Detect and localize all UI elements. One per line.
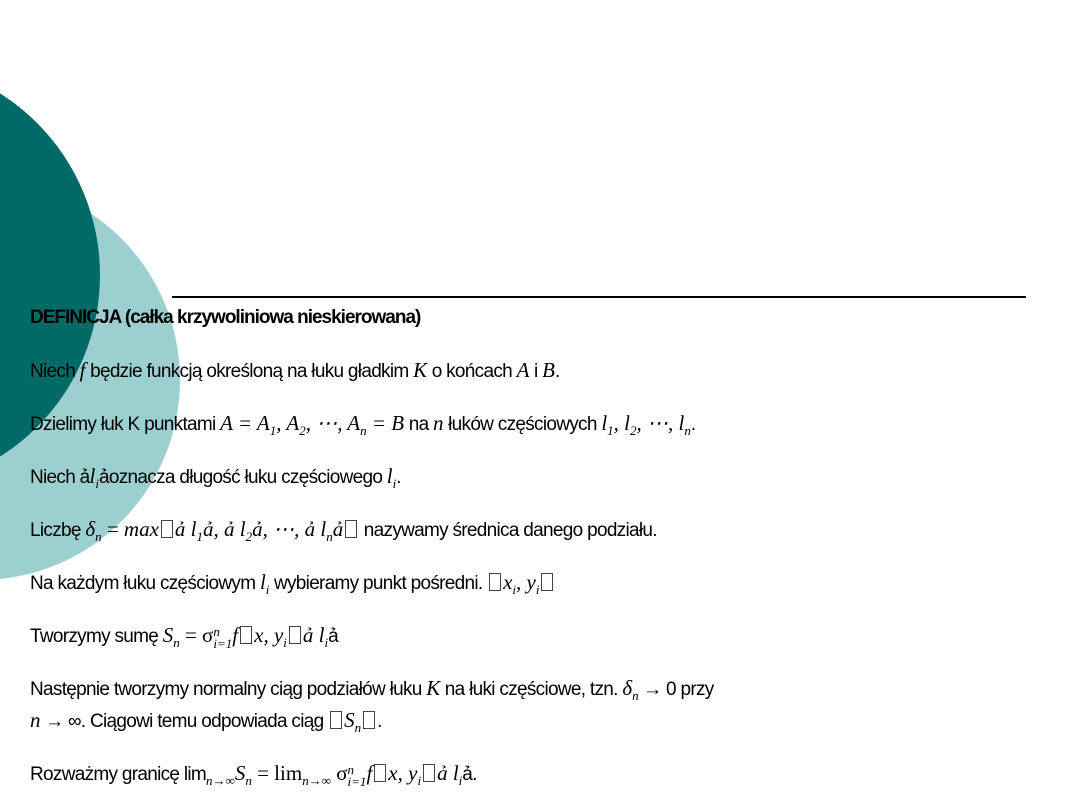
math-S: S [162, 623, 174, 647]
math-A: A [516, 358, 530, 382]
line-7 [30, 675, 714, 709]
missing-glyph-box [541, 573, 553, 591]
missing-glyph-box [363, 711, 375, 729]
sum-limits [213, 626, 232, 650]
text: na łuki częściowe, tzn. [440, 679, 623, 700]
math-delta: δ [622, 676, 633, 700]
math-f: f [366, 761, 373, 785]
missing-glyph-box [423, 764, 435, 782]
lower: i=1 [347, 774, 367, 789]
part: ả l [174, 517, 197, 541]
math-y: y [526, 570, 536, 594]
text: Następnie tworzymy normalny ciąg podziałów łuku [30, 679, 427, 700]
math-K: K [413, 358, 428, 382]
eq: = [101, 517, 124, 541]
math-args [174, 517, 344, 544]
missing-glyph-box [240, 626, 252, 644]
sub: 2 [630, 423, 637, 438]
title-rule [172, 296, 1026, 298]
text: Tworzymy sumę [30, 626, 163, 647]
line-6 [30, 622, 338, 656]
text: Niech [30, 361, 80, 382]
sub: 1 [607, 423, 614, 438]
text: . [396, 467, 401, 488]
comma: , [516, 570, 527, 594]
text: o końcach [427, 361, 517, 382]
sub: i [283, 635, 287, 650]
sub: 1 [269, 423, 277, 438]
math-a: ả l [437, 761, 459, 785]
part: l [601, 411, 608, 435]
sub: 1 [196, 529, 204, 544]
math-delta: δ [85, 517, 96, 541]
text: na [404, 414, 434, 435]
text: Na każdym łuku częściowym [30, 573, 260, 594]
comma: , [397, 761, 409, 785]
text: i [529, 361, 543, 382]
text: Liczbę [30, 520, 86, 541]
math-S: S [234, 761, 246, 785]
math-B: B [542, 358, 555, 382]
math-arcs [601, 411, 691, 438]
part: A = A [220, 411, 270, 435]
text: . [690, 414, 696, 435]
math-K: K [426, 676, 441, 700]
text: . [377, 711, 382, 732]
missing-glyph-box [330, 711, 342, 729]
sub: n [95, 529, 102, 544]
text: → 0 przy [638, 679, 714, 700]
sub: i [417, 773, 422, 788]
text: Rozważmy granicę lim [30, 764, 207, 785]
line-1 [30, 357, 560, 385]
sub: i [512, 582, 517, 597]
glyph: ả. [462, 764, 477, 785]
math-S: S [344, 708, 355, 732]
math-f: f [232, 623, 239, 647]
part: = B [366, 411, 405, 435]
part: ả, ⋯, ả l [252, 517, 327, 541]
text: łuków częściowych [443, 414, 602, 435]
line-5 [30, 569, 555, 603]
lim-sub: n→∞ [302, 773, 331, 788]
upper: n [347, 762, 355, 777]
missing-glyph-box [161, 520, 173, 538]
math-l: l [259, 570, 266, 594]
sub: i [458, 773, 463, 788]
text: będzie funkcją określoną na łuku gładkim [85, 361, 414, 382]
sub: n [245, 773, 252, 788]
sub: n [360, 423, 367, 438]
text: wybieramy punkt pośredni. [269, 573, 488, 594]
math-y: y [408, 761, 418, 785]
part: ả [332, 517, 344, 541]
math-n: n [433, 411, 444, 435]
sub: n [173, 635, 180, 650]
math-n: n [30, 708, 41, 732]
text: nazywamy średnica danego podziału. [359, 520, 657, 541]
sub: n [354, 720, 362, 735]
sum-limits [348, 764, 367, 788]
math-x: x [254, 623, 264, 647]
math-x: x [503, 570, 513, 594]
math-l: l [386, 464, 393, 488]
math-max: max [123, 517, 159, 541]
line-8 [30, 707, 382, 741]
text: Dzielimy łuk K punktami [30, 414, 221, 435]
sub: n [632, 688, 639, 703]
text: . [554, 361, 560, 382]
glyph: ả [99, 467, 109, 488]
eq: = σ [179, 623, 214, 647]
math-x: x [388, 761, 398, 785]
text: oznacza długość łuku częściowego [108, 467, 387, 488]
missing-glyph-box [489, 573, 501, 591]
glyph: ả [79, 467, 90, 488]
sub: i [535, 582, 540, 597]
text: Niech [30, 467, 80, 488]
lim-sub: n→∞ [206, 773, 235, 788]
line-3 [30, 463, 401, 497]
sub: n [326, 529, 333, 544]
text: → ∞. Ciągowi temu odpowiada ciąg [40, 711, 329, 732]
line-2 [30, 410, 695, 444]
line-9 [30, 760, 477, 794]
lower: i=1 [213, 636, 233, 651]
math-f: f [79, 358, 86, 382]
math-l: l [89, 464, 96, 488]
sub: i [392, 476, 397, 491]
sub: i [95, 476, 99, 491]
missing-glyph-box [289, 626, 301, 644]
part: ả, ả l [203, 517, 246, 541]
definition-heading: DEFINICJA (całka krzywoliniowa nieskierowana) [30, 307, 421, 328]
math-a: ả l [302, 623, 325, 647]
missing-glyph-box [345, 520, 357, 538]
missing-glyph-box [374, 764, 386, 782]
sub: n [684, 423, 691, 438]
glyph: ả [328, 626, 338, 647]
sigma: σ [330, 761, 348, 785]
eq: = lim [251, 761, 303, 785]
line-4 [30, 516, 657, 550]
part: , l [613, 411, 630, 435]
comma: , [263, 623, 274, 647]
sub: 2 [245, 529, 253, 544]
sub: i [265, 582, 270, 597]
sub: i [324, 635, 329, 650]
part: , A [276, 411, 300, 435]
upper: n [213, 624, 220, 639]
part: , ⋯, l [636, 411, 685, 435]
math-y: y [273, 623, 284, 647]
math-partition [220, 411, 405, 438]
part: , ⋯, A [305, 411, 361, 435]
sub: 2 [299, 423, 306, 438]
